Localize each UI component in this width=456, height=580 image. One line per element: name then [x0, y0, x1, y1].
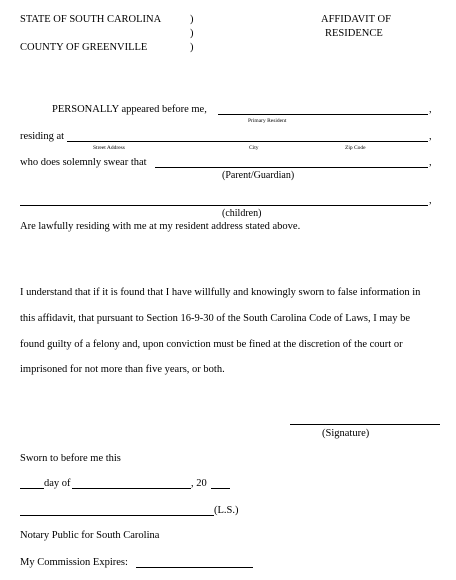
signature-line[interactable] [290, 424, 440, 425]
signature-caption: (Signature) [322, 428, 370, 439]
comma: , [429, 195, 432, 206]
year-prefix-label: , 20 [191, 478, 207, 489]
affidavit-subtitle: RESIDENCE [325, 28, 383, 39]
primary-resident-caption: Primary Resident [248, 118, 287, 124]
notary-signature-line[interactable] [20, 515, 214, 516]
header-paren-1: ) [190, 14, 194, 25]
statement-line-4: imprisoned for not more than five years, or both. [20, 364, 225, 375]
primary-resident-line[interactable] [218, 114, 428, 115]
comma: , [429, 131, 432, 142]
notary-public-label: Notary Public for South Carolina [20, 530, 160, 541]
residing-at-label: residing at [20, 131, 65, 142]
children-line[interactable] [20, 205, 428, 206]
header-paren-3: ) [190, 42, 194, 53]
statement-line-2: this affidavit, that pursuant to Section 16-9-30 of the South Carolina Code of Laws, I may be [20, 313, 410, 324]
parent-guardian-caption: (Parent/Guardian) [222, 170, 295, 181]
ls-label: (L.S.) [214, 505, 239, 516]
county-label: COUNTY OF GREENVILLE [20, 42, 148, 53]
street-address-caption: Street Address [93, 145, 125, 151]
commission-line[interactable] [136, 567, 253, 568]
zip-code-caption: Zip Code [345, 145, 366, 151]
children-caption: (children) [222, 208, 262, 219]
comma: , [429, 157, 432, 168]
lawfully-residing-text: Are lawfully residing with me at my resident address stated above. [20, 221, 301, 232]
statement-line-3: found guilty of a felony and, upon conviction must be fined at the discretion of the court or [20, 339, 403, 350]
day-of-label: day of [44, 478, 71, 489]
header-paren-2: ) [190, 28, 194, 39]
personally-label: PERSONALLY appeared before me, [52, 104, 207, 115]
year-line[interactable] [211, 488, 230, 489]
statement-line-1: I understand that if it is found that I have willfully and knowingly sworn to false information in [20, 287, 421, 298]
sworn-label: Sworn to before me this [20, 453, 121, 464]
state-label: STATE OF SOUTH CAROLINA [20, 14, 162, 25]
day-line[interactable] [20, 488, 44, 489]
city-caption: City [249, 145, 259, 151]
swear-label: who does solemnly swear that [20, 157, 147, 168]
commission-label: My Commission Expires: [20, 557, 128, 568]
address-line[interactable] [67, 141, 428, 142]
month-line[interactable] [72, 488, 191, 489]
affidavit-title: AFFIDAVIT OF [321, 14, 391, 25]
parent-guardian-line[interactable] [155, 167, 428, 168]
comma: , [429, 104, 432, 115]
